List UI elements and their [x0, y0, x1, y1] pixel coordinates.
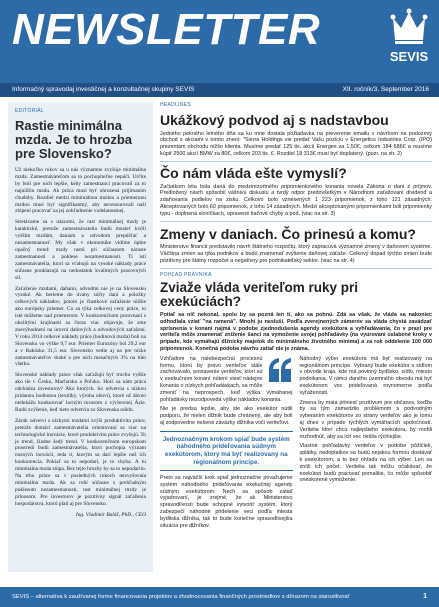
article-headline[interactable]: Zviaže vláda veriteľom ruky pri exekúciách?	[160, 279, 359, 309]
footer-bar	[0, 587, 439, 607]
page-number: 1	[423, 593, 427, 600]
logo-text: SEVIS	[389, 49, 429, 64]
editorial-signature: Ing. Vladimír Baláž, PhD., CEO	[75, 511, 146, 518]
footer-tagline: SEVIS – alternatíva k zaužívanej forme financovania projektov a zhodnocovania finančných prostriedkov s dôrazom na starostlivosť	[12, 594, 350, 600]
newsletter-subtitle: Informačný spravodaj investičnej a konzultačnej skupiny SEVIS	[12, 86, 195, 93]
editorial-paragraph: Záruk odvetví s nízkymi mzdami zvýši produktivitu práce, pretože domácí zamestnávatelia orientovaní sa viac na technologické inovácie, ktoré produktivitu práce zvyšujú. To je trend, žiadne šedý trend. V konkurenčnom europskom prostredí budú zamestnávatelia, ktorí pochopia význam nosných inovácií, teda tí, ktorým sa darí lepšie než ich konkurencia. Pokiaľ sa to nepodarí, je to chyba. A tu minimálna mzda stúpa. Bez tejto hrozby by sa to nepodarilo. Na trhu práce sa v posledných rokoch nezvyšovala minimálna mzda. Ak sa robí súčasne s prehľadným poklesom nezamestnanosti, rast minimálnej mzdy je prínosom. Pre investorov je pozitívny signál zaťaženia hospodárstva, ktorú platí aj pre Slovensko.	[15, 417, 146, 507]
article-paragraph: Preto sa najväčší krok spiaľ jednoznačne považujeme systém náhodného prideľovania exekučnej agendy súdnym exekútorom. Nech sa spôsob zatiaľ vyjadrovaní, je zrejmé, že ak Ministerstvo spravodlivosti bude schopné vytvoriť systém, ktorý zabezpečí náhodné pridelenie veci podľa miesta bydliska dlžníka, tak to bude konečne spravodlivejšia situácia pre dlžníkov.	[160, 475, 293, 529]
article-column-left	[160, 356, 293, 533]
editorial-paragraph: Zaťaženie mzdami, daňami, odvodmi nie je na Slovensku vysoké. Ak berieme do úvahy súčty daní a položky celkových nákladov, potom je čiastkové zaťaženie nižšie ako európsky priemer. Co sa týka celkovej ceny práce, to isté môžeme nad priemerom. V konkurenčnom porovnaní s okolitými krajinami sa čoraz viac objavuje, že sme znevýhodnení na úrovni daňových a odvodových zaťažení. V roku 2014 celkové náklady práce (hodinová mzda) boli na Slovensku vo výške 9,7 eur. Priemer Eurozóny bol 29,2 eur a v Rakúsku 31,5 eur. Slovensko vedie aj na pre nízke zamestnávateľov drahé a pre nich mesačných 3% na túto všetku.	[15, 285, 146, 368]
article-summary: Začiatkom leta bola daná do medzirezortného pripomienkového konania novela Zákona o dani z príjmov. Predložený návrh spôsobil vášnivú diskusiu a tvrdý odpor predovšetkým v Národnom zaťažovaní dividend a zdaňovania podielov na zisku. Celkovo bolo vznesených 1 223 pripomienok, z toho 121 zásadných. Akceptovaných bolo 60 pripomienok, z toho 14 zásadných. Medzi akceptovanými pripomienkami boli pripomienky typu - doplnená slovíčkach, opravené tlačové chyby a pod. (viac na str. 3)	[160, 183, 432, 217]
article-lead: Potiaľ sa nič nekonal, spolu by sa pozná len tí, ako sa pohnú. Zdá sa však, že vláda sa nakoniec odhodlala vziať "na ramená". Mnohí ju nesluší. Podľa zverejnených zámerov sa vláda chystá zavádzať sprísnenia v konaní najmä v podobe zjednodušenia agendy exekútora a vyhľadávania, čo v praxi pre veriteľa môže znamenať zníženie šancí na vymoženie svojej pohľadávky (na vyúrovaní oslabené kroky v prípade, kde vymáhajú dlžnícky majetok do minimálneho životného minima) a za rok oddelenie 100 000 pripomienok. Konečná podoba návrhu zatiaľ nie je známa.	[160, 311, 432, 352]
pull-quote: Jednoznačným krokom spiaľ bude systém náhodného prideľovania súdnym exekútorom, ktorý má byť realizovaný na regionálnom princípe.	[160, 431, 293, 471]
newsletter-title: NEWSLETTER	[12, 5, 321, 54]
article-column-right	[300, 356, 433, 533]
sevis-logo	[387, 6, 431, 72]
lawyer-view-label: POHĽAD PRÁVNIKA	[160, 271, 212, 278]
article-headline[interactable]: Ukážkový podvod aj s nadstavbou	[160, 112, 389, 128]
editorial-paragraph: Slovenské náklady práce však zaťažujú byť trochu vyššie ako tie v Česku, Maďarsku a Poľsku. Hoci sa nám práca odchádza investorov? Ako ktorých. So odvetvia s nízkou pridanou hodnotou (textilky, výroba obuvi), ktoré už dávno nedokážu konkurovať lacným tovarom z výchovnej Ázie. Budú zvýšenie, keď tieto odvetvia zo Slovenska odídu.	[15, 372, 146, 413]
editorial-paragraph: Už niekoľko rokov sa u nás významne zvyšuje minimálna mzda. Zamestnávateľom sa to pochopiteľne nepáči. Určite by boli pre nich lepšie, keby zamestnanci pracovali za to najnižšiu mzdu. Ak práca musí byť ohrozená prijímaním chudoby. Rozdiel medzi minimálnou mzdou a priemernou mzdou musí byť signifikantný, aby necenzurovali naši zlúpení pracovať za jej zohľadnenie vzdelanostnej.	[15, 167, 146, 215]
divider	[160, 161, 432, 162]
subtitle-bar	[0, 83, 439, 97]
editorial-label: EDITORIÁL	[15, 108, 45, 114]
divider	[160, 268, 432, 269]
editorial-body	[15, 167, 146, 508]
editorial-paragraph: Stretávame sa s názormi, že rast minimálnej mzdy je kataktické, pretože zamestnávatelia budú musieť kvôli vyšším mzdám, daniam a odvodom prepúšťať a nezamestnanosť. My však v ekonomike vidíme úplne opačný trend: mzdy rastú pri súčasnom náraste zamestnanosti a poklese nezamestnanosti. Ti istí zamestnávatelia, ktorí sa vťahujú na vysoké náklady práce súčasne pouklazujú na nedostatok kvalitných pracovných síl.	[15, 219, 146, 281]
masthead	[0, 0, 439, 83]
crown-icon	[387, 6, 431, 46]
article-headline[interactable]: Zmeny v daniach. Čo prinesú a komu?	[160, 225, 416, 242]
article-two-columns	[160, 356, 432, 533]
articles-column	[160, 102, 432, 532]
editorial-headline: Rastie minimálna mzda. Je to hrozba pre Slovensko?	[15, 118, 133, 161]
article-paragraph: Náhodný výber exekútora má byť realizovaný na regionálnom princípe. Vybraný bude exekútor s sídlom v obvode kraja, kde má povinný bydlisko, sídlo, miesto podnikania. V rámci daného územného obvodu má byť exekútorom vec prideľovaná rovnomerne podľa vyťaženosti.	[299, 355, 432, 396]
article-headline[interactable]: Čo nám vláda ešte vymyslí?	[160, 164, 347, 181]
issue-info: XII. ročník/3, September 2016	[342, 86, 429, 93]
article-summary: Jedného pekného letného dňa sa ku mne dostala požiadavka na preverenie emailu v návrhom na podozrivý obchod s akciami v tomto znení: "Sierra Holdings vie predať Vašu pozíciu v Energetics Industries Corp. (IPO) prezentam obchodu nižšo klienta. Musíme predať 125 tis. akcií Energex za 1,50€, celkom 184 686€ a musíme kúpiť 2500 akcií BMW za 80€, celkom 203 tis. €. Rozdiel 18 313€ musí byť doplatený. (pozr. na str. 2)	[160, 130, 432, 158]
article-paragraph: Zmena by mala priniesť pozitívum pre občanov, keďže by sa tým zamedzilo problémom s podvodným vyberaním exekútorov zo strany veriteľov ako je tomu aj dnes v prípade rýchlych vymáhacích spoločností. Veritelia ktorí chcú najlepšieho exekútora, by mohli rozhodnúť, aby sa ich vec riešila rýchlejšie.	[299, 399, 432, 440]
quote-mark-icon	[267, 356, 293, 386]
article-summary: Ministerstvo financií predstavilo návrh štátneho rozpočtu, ktorý zapracúvá významné zmeny v daňovom systéme. Väčšina zmien sa týka podnikov a budú znamenať zvýšenie daňovej záťaže. Celkový dopad týchto zmien bude pozitívny pre štátny rozpočet a negatívny pre podnikateľský sektor. (viac na str. 4)	[160, 244, 432, 264]
divider	[160, 221, 432, 222]
article-paragraph: Vlastné pohľadávky veriteľov v podobe pôžičiek, splátky, nedoplatkov sa budú nejakou formou dostávať k exekútorom, a to bez ohľadu na ich výber. Len sa zníži ich počet. Veritelia tak môžu očakávať, že exekútori budú pracovať pomalšie, čo môže spôsobiť oneskorené vymoženie.	[299, 443, 432, 484]
headlines-label: HEADLINES	[160, 102, 192, 108]
editorial-column	[8, 102, 153, 572]
article-paragraph: Nie je predsa lepšie, aby ste ako exekútor nútili podporu, že nielen dlžník bude chránený, ale aby boli aj zodpovedne riešené záväzky dlžníka voči veriteľovi.	[160, 406, 293, 426]
article-paragraph: Vzhľadom na nalebezpečnú procesnú formu, ktorú by právo veriteľov stále zachovávalo, postavenie veriteľov, ktorí sú v exekučnom konaní nútení viesť nádejne konania o nízkych pohľadávkach, sa môže zmeniť na neprospech, keď výška vymáhanej pohľadávky nezodpovedá výške nákladov konania.	[160, 355, 293, 403]
